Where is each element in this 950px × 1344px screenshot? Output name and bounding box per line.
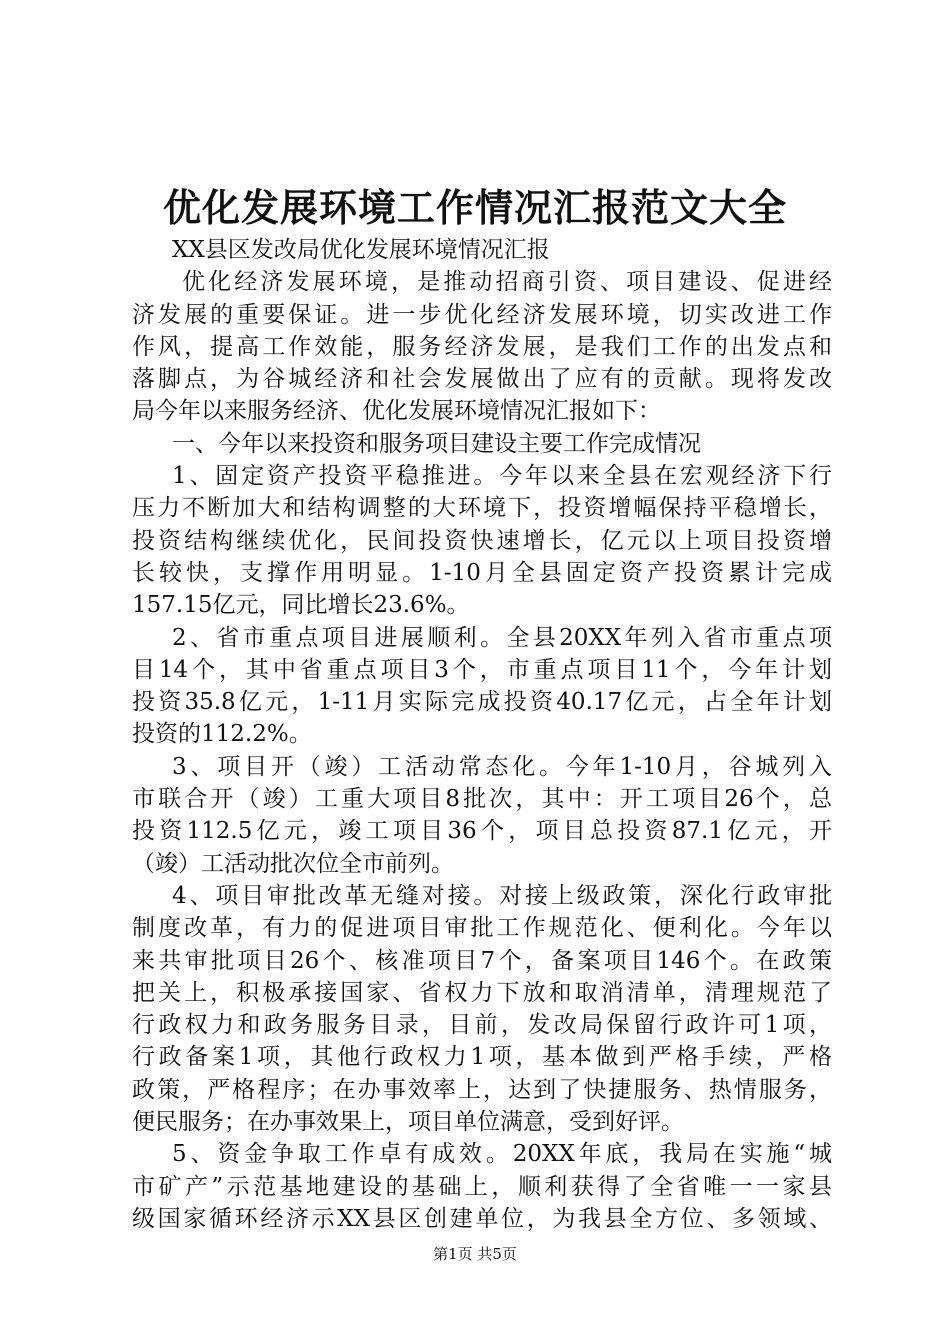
paragraph-line: 行政备案1项，其他行政权力1项，基本做到严格手续，严格 (132, 1044, 832, 1071)
paragraph-line: 目14个，其中省重点项目3个，市重点项目11个，今年计划 (132, 656, 832, 683)
paragraph-line: 济发展的重要保证。进一步优化经济发展环境，切实改进工作 (132, 301, 832, 328)
paragraph-line: 投资结构继续优化，民间投资快速增长，亿元以上项目投资增 (132, 527, 832, 554)
paragraph-line: 政策，严格程序；在办事效率上，达到了快捷服务、热情服务， (132, 1076, 832, 1103)
document-title: 优化发展环境工作情况汇报范文大全 (162, 185, 787, 230)
paragraph-line: 把关上，积极承接国家、省权力下放和取消清单，清理规范了 (132, 979, 832, 1006)
paragraph-line: 投资35.8亿元，1-11月实际完成投资40.17亿元，占全年计划 (132, 689, 832, 716)
paragraph-line: 投资的112.2%。 (132, 721, 312, 748)
paragraph-line: 3、项目开（竣）工活动常态化。今年1-10月，谷城列入 (172, 753, 832, 780)
paragraph-line: 优化经济发展环境，是推动招商引资、项目建设、促进经 (182, 269, 832, 296)
paragraph-line: 长较快，支撑作用明显。1-10月全县固定资产投资累计完成 (132, 559, 832, 586)
paragraph-line: 制度改革，有力的促进项目审批工作规范化、便利化。今年以 (132, 915, 832, 942)
paragraph-line: 作风，提高工作效能，服务经济发展，是我们工作的出发点和 (132, 333, 832, 360)
paragraph-line: 157.15亿元，同比增长23.6%。 (132, 592, 470, 619)
paragraph-line: 4、项目审批改革无缝对接。对接上级政策，深化行政审批 (172, 882, 832, 909)
paragraph-line: 行政权力和政务服务目录，目前，发改局保留行政许可1项， (132, 1012, 832, 1039)
paragraph-line: 压力不断加大和结构调整的大环境下，投资增幅保持平稳增长， (132, 495, 832, 522)
paragraph-line: 来共审批项目26个、核准项目7个，备案项目146个。在政策 (132, 947, 832, 974)
paragraph-line: （竣）工活动批次位全市前列。 (132, 850, 454, 877)
section-heading: 一、今年以来投资和服务项目建设主要工作完成情况 (172, 430, 701, 457)
paragraph-line: 局今年以来服务经济、优化发展环境情况汇报如下： (132, 398, 661, 425)
paragraph-line: 市矿产”示范基地建设的基础上，顺利获得了全省唯一一家县 (132, 1173, 832, 1200)
page-number: 第1页 共5页 (433, 1245, 517, 1263)
paragraph-line: 落脚点，为谷城经济和社会发展做出了应有的贡献。现将发改 (132, 366, 832, 393)
paragraph-line: 1、固定资产投资平稳推进。今年以来全县在宏观经济下行 (172, 463, 832, 490)
paragraph-line: 便民服务；在办事效果上，项目单位满意，受到好评。 (132, 1109, 684, 1136)
document-body (132, 234, 832, 1235)
paragraph-line: 5、资金争取工作卓有成效。20XX年底，我局在实施“城 (172, 1141, 832, 1168)
paragraph-line: 投资112.5亿元，竣工项目36个，项目总投资87.1亿元，开 (132, 818, 832, 845)
paragraph-line: 2、省市重点项目进展顺利。全县20XX年列入省市重点项 (172, 624, 832, 651)
report-heading-line: XX县区发改局优化发展环境情况汇报 (172, 237, 550, 263)
paragraph-line: 市联合开（竣）工重大项目8批次，其中：开工项目26个，总 (132, 786, 832, 813)
paragraph-line: 级国家循环经济示XX县区创建单位，为我县全方位、多领域、 (132, 1205, 832, 1232)
